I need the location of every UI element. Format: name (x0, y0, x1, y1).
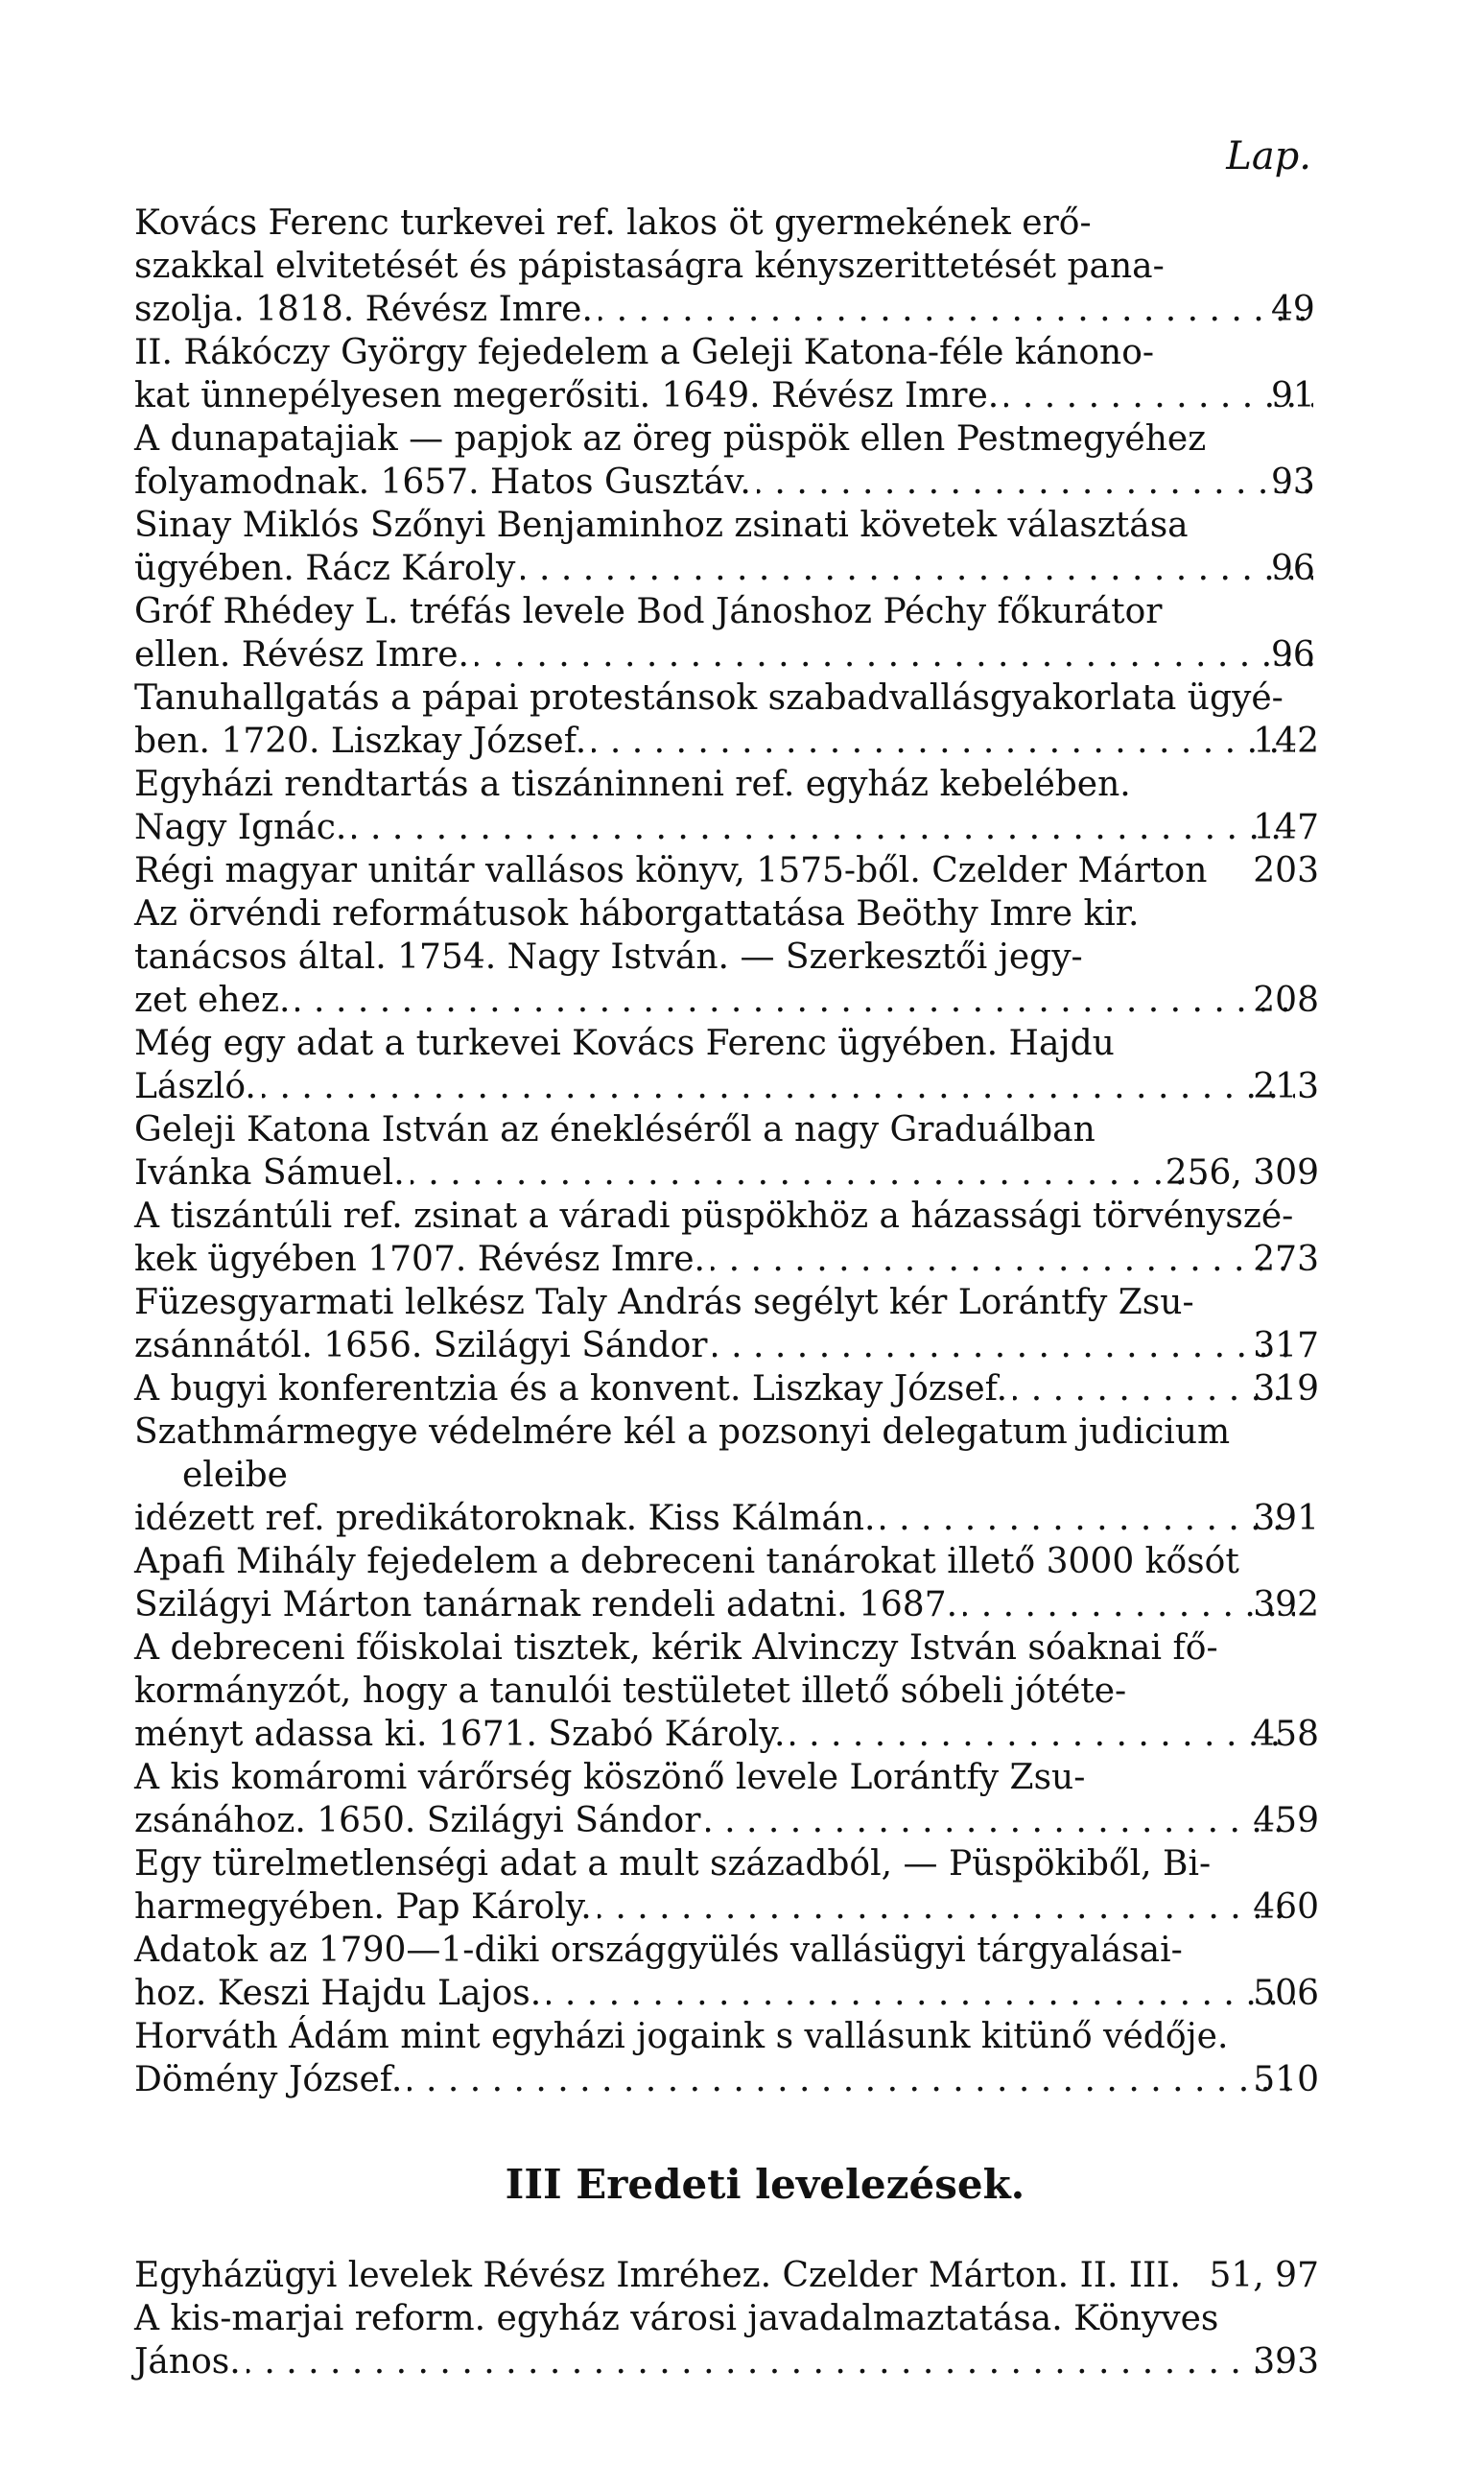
entry-last-line (134, 720, 1319, 763)
section-title: III Eredeti levelezések. (505, 2161, 1025, 2208)
entry-text: Ivánka Sámuel. (134, 1153, 405, 1193)
leader-dots (547, 1972, 1295, 2015)
entry-last-line (134, 1151, 1319, 1195)
entry-text: Régi magyar unitár vallásos könyv, 1575-ből. Czelder Márton (134, 851, 1208, 890)
entry-line: A tiszántúli ref. zsinat a váradi püspökhöz a házassági törvényszé- (134, 1197, 1294, 1236)
entry-last-line (134, 1713, 1319, 1756)
entry-line: Tanuhallgatás a pápai protestánsok szabadvallásgyakorlata ügyé- (134, 678, 1284, 718)
page-number: 391 (1253, 1499, 1319, 1538)
toc-entry (134, 1108, 1319, 1195)
entry-text: A bugyi konferentzia és a konvent. Liszkay József. (134, 1369, 1008, 1409)
toc-entry (134, 504, 1319, 590)
entry-text: Egyházügyi levelek Révész Imréhez. Czelder Márton. II. III. (134, 2256, 1182, 2295)
toc-entry (134, 1410, 1319, 1540)
entry-line: Egy türelmetlenségi adat a mult századból, — Püspökiből, Bi- (134, 1844, 1212, 1884)
entry-last-line (134, 806, 1319, 849)
page-number: 392 (1253, 1585, 1319, 1624)
page-number: 142 (1253, 722, 1319, 761)
page-number: 506 (1253, 1974, 1319, 2013)
toc-entry (134, 331, 1319, 417)
entry-last-line (134, 2340, 1319, 2383)
leader-dots (713, 1324, 1295, 1367)
entry-text: Nagy Ignác. (134, 808, 347, 847)
entry-line: Gróf Rhédey L. tréfás levele Bod Jánoshoz Péchy főkurátor (134, 592, 1163, 631)
leader-dots (521, 547, 1313, 590)
entry-text: folyamodnak. 1657. Hatos Gusztáv. (134, 462, 751, 502)
leader-dots (790, 1713, 1295, 1756)
page-number: 317 (1253, 1326, 1319, 1365)
entry-line: szakkal elvitetését és pápistaságra kényszerittetését pana- (134, 247, 1165, 286)
toc-entry (134, 2297, 1319, 2383)
leader-dots (881, 1497, 1295, 1540)
page-number: 273 (1253, 1240, 1319, 1279)
toc-entry (134, 892, 1319, 1022)
entry-line: A kis komáromi várőrség köszönő levele Lorántfy Zsu- (134, 1758, 1086, 1797)
entry-last-line (134, 1497, 1319, 1540)
entry-last-line (134, 849, 1319, 892)
entry-line: Még egy adat a turkevei Kovács Ferenc ügyében. Hajdu (134, 1024, 1115, 1063)
toc-entry (134, 590, 1319, 676)
entry-text: ben. 1720. Liszkay József. (134, 722, 587, 761)
entry-last-line (134, 1065, 1319, 1108)
entry-line: tanácsos által. 1754. Nagy István. — Szerkesztői jegy- (134, 937, 1083, 977)
entry-text: ellen. Révész Imre. (134, 635, 469, 675)
entry-line: Geleji Katona István az énekléséről a nagy Graduálban (134, 1110, 1095, 1150)
toc-entry (134, 1756, 1319, 1842)
toc-entry (134, 1195, 1319, 1281)
entry-text: szolja. 1818. Révész Imre. (134, 290, 593, 329)
entry-text: kek ügyében 1707. Révész Imre. (134, 1240, 705, 1279)
entry-text: László. (134, 1067, 256, 1106)
page-number: 319 (1253, 1369, 1319, 1409)
leader-dots (408, 2058, 1295, 2101)
entry-line: Füzesgyarmati lelkész Taly András segélyt kér Lorántfy Zsu- (134, 1283, 1194, 1322)
entry-last-line (134, 1799, 1319, 1842)
page-number: 147 (1253, 808, 1319, 847)
entry-line: Az örvéndi reformátusok háborgattatása Beöthy Imre kir. (134, 894, 1140, 934)
entry-last-line: folyamodnak. 1657. Hatos Gusztáv. . . . 93 (182, 461, 1319, 504)
entry-text: kat ünnepélyesen megerősiti. 1649. Révész Imre. (134, 376, 1000, 415)
entry-last-line (134, 2254, 1319, 2297)
entry-text: Szilágyi Márton tanárnak rendeli adatni. 1687. (134, 1585, 958, 1624)
toc-entry (134, 1626, 1319, 1756)
toc-entry (134, 1281, 1319, 1367)
entry-text: zsánához. 1650. Szilágyi Sándor (134, 1801, 701, 1840)
entry-text: zsánnától. 1656. Szilágyi Sándor (134, 1326, 708, 1365)
entry-line: A debreceni főiskolai tisztek, kérik Alvinczy István sóaknai fő- (134, 1628, 1218, 1668)
leader-dots (592, 720, 1295, 763)
entry-last-line (134, 1885, 1319, 1929)
leader-dots (475, 633, 1313, 676)
toc-entry (134, 2254, 1319, 2297)
leader-dots (247, 2340, 1296, 2383)
toc-entries-2 (134, 2254, 1319, 2383)
entry-last-line: ellen. Révész Imre. . . . 96 (182, 633, 1319, 676)
entry-last-line (134, 979, 1319, 1022)
toc-entry (134, 2015, 1319, 2101)
leader-dots (963, 1583, 1295, 1626)
page-number: 256, 309 (1165, 1153, 1319, 1193)
entry-text: János. (134, 2342, 241, 2382)
page-number: 51, 97 (1209, 2256, 1319, 2295)
page-number: 459 (1253, 1801, 1319, 1840)
leader-dots (295, 979, 1295, 1022)
leader-dots (757, 461, 1313, 504)
toc-entry (134, 1022, 1319, 1108)
entry-text: ügyében. Rácz Károly (134, 549, 516, 588)
toc-page (134, 134, 1319, 2383)
entry-last-line (134, 1583, 1319, 1626)
entry-line: Kovács Ferenc turkevei ref. lakos öt gyermekének erő- (134, 203, 1092, 243)
entry-line: Sinay Miklós Szőnyi Benjaminhoz zsinati követek választása (134, 506, 1189, 545)
entry-last-line (134, 1367, 1319, 1410)
toc-entry (134, 849, 1319, 892)
entry-text: idézett ref. predikátoroknak. Kiss Kálmán. (134, 1499, 876, 1538)
leader-dots (262, 1065, 1295, 1108)
entry-last-line: ügyében. Rácz Károly . . . 96 (182, 547, 1319, 590)
entry-text: zet ehez. (134, 981, 291, 1020)
leader-dots (352, 806, 1295, 849)
entry-text: Dömény József. (134, 2060, 403, 2099)
leader-dots (1004, 374, 1313, 417)
page-number: 203 (1253, 851, 1319, 890)
toc-entry (134, 1929, 1319, 2015)
entry-last-line (134, 2058, 1319, 2101)
entry-line: Adatok az 1790—1-diki országgyülés vallásügyi tárgyalásai- (134, 1931, 1183, 1970)
entry-line: Apafi Mihály fejedelem a debreceni tanárokat illető 3000 kősót (134, 1542, 1239, 1581)
page-number: 460 (1253, 1887, 1319, 1927)
entry-text: harmegyében. Pap Károly. (134, 1887, 592, 1927)
entry-text: hoz. Keszi Hajdu Lajos. (134, 1974, 542, 2013)
entry-line: kormányzót, hogy a tanulói testületet illető sóbeli jótéte- (134, 1671, 1127, 1711)
entry-line: A kis-marjai reform. egyház városi javadalmaztatása. Könyves (134, 2299, 1219, 2338)
page-number: 213 (1253, 1067, 1319, 1106)
leader-dots (706, 1799, 1295, 1842)
leader-dots (599, 288, 1313, 331)
toc-entry (134, 1842, 1319, 1929)
toc-entry (134, 676, 1319, 763)
entry-last-line (134, 1324, 1319, 1367)
entry-line: Horváth Ádám mint egyházi jogaink s vallásunk kitünő védője. (134, 2017, 1229, 2056)
page-number: 458 (1253, 1715, 1319, 1754)
toc-entries (134, 201, 1319, 2101)
page-number: 510 (1253, 2060, 1319, 2099)
toc-entry (134, 1540, 1319, 1626)
entry-text: ményt adassa ki. 1671. Szabó Károly. (134, 1715, 786, 1754)
entry-last-line (134, 1238, 1319, 1281)
entry-last-line (134, 1972, 1319, 2015)
entry-line: A dunapatajiak — papjok az öreg püspök ellen Pestmegyéhez (134, 419, 1207, 459)
toc-entry (134, 763, 1319, 849)
toc-entry (134, 201, 1319, 331)
entry-last-line: szolja. 1818. Révész Imre. . . . 49 (182, 288, 1319, 331)
entry-last-line: kat ünnepélyesen megerősiti. 1649. Révész Imre. . . . 91 (182, 374, 1319, 417)
leader-dots (598, 1885, 1296, 1929)
entry-line: Egyházi rendtartás a tiszáninneni ref. egyház kebelében. (134, 765, 1131, 804)
entry-line: Szathmármegye védelmére kél a pozsonyi delegatum judicium eleibe (134, 1412, 1231, 1495)
page-number: 393 (1253, 2342, 1319, 2382)
leader-dots (711, 1238, 1295, 1281)
toc-entry (134, 1367, 1319, 1410)
leader-dots (411, 1151, 1208, 1195)
toc-entry (134, 417, 1319, 504)
entry-line: II. Rákóczy György fejedelem a Geleji Katona-féle kánono- (134, 333, 1155, 372)
lap-header: Lap. (1226, 134, 1311, 178)
page-number: 208 (1253, 981, 1319, 1020)
